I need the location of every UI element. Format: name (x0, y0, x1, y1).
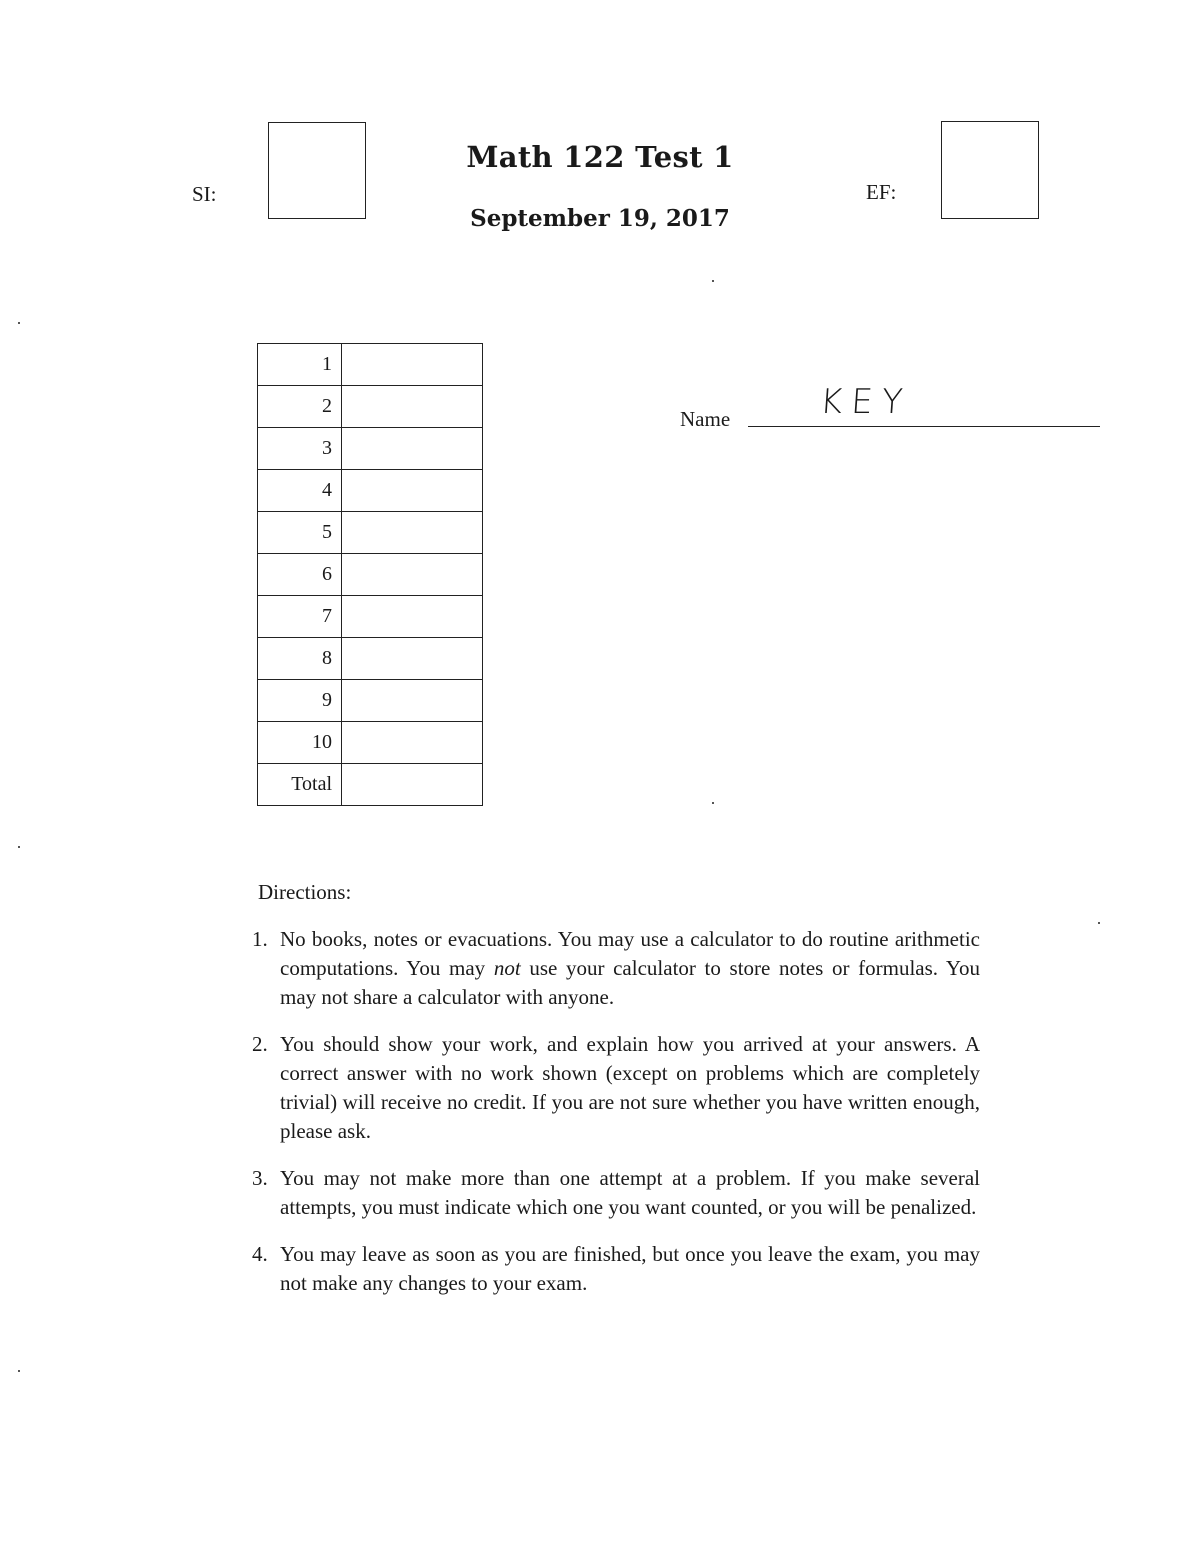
table-row (258, 386, 483, 428)
table-row (258, 344, 483, 386)
scan-speck (1098, 922, 1100, 924)
score-cell[interactable] (342, 638, 483, 680)
directions-list (252, 925, 980, 1316)
exam-title: Math 122 Test 1 (466, 140, 734, 174)
ef-label: EF: (866, 180, 897, 204)
item-text: You may leave as soon as you are finished, but once you leave the exam, you may not make any changes to your exam. (280, 1242, 980, 1295)
scan-speck (18, 1370, 20, 1372)
score-cell[interactable] (342, 680, 483, 722)
scan-speck (712, 802, 714, 804)
item-number: 3. (252, 1166, 268, 1190)
si-score-box[interactable] (268, 122, 366, 219)
exam-date-wrapper (380, 205, 820, 232)
si-label: SI: (192, 182, 217, 206)
exam-date: September 19, 2017 (470, 205, 730, 232)
table-row (258, 638, 483, 680)
problem-number: 3 (258, 428, 342, 470)
problem-number: 4 (258, 470, 342, 512)
table-row (258, 680, 483, 722)
score-cell[interactable] (342, 512, 483, 554)
score-cell[interactable] (342, 386, 483, 428)
table-row (258, 428, 483, 470)
list-item (252, 1030, 980, 1146)
total-label: Total (258, 764, 342, 806)
score-table (257, 343, 483, 806)
problem-number: 5 (258, 512, 342, 554)
name-label: Name (680, 407, 731, 431)
score-cell[interactable] (342, 554, 483, 596)
list-item (252, 1240, 980, 1298)
score-cell[interactable] (342, 428, 483, 470)
scan-speck (18, 846, 20, 848)
problem-number: 6 (258, 554, 342, 596)
item-text: You may not make more than one attempt at a problem. If you make several attempts, you must indicate which one you want counted, or you will be penalized. (280, 1166, 980, 1219)
scan-speck (712, 280, 714, 282)
score-cell[interactable] (342, 344, 483, 386)
problem-number: 8 (258, 638, 342, 680)
directions-heading: Directions: (258, 880, 352, 904)
table-row (258, 554, 483, 596)
item-text-part: use your calculator to store notes or formulas. You may not share a calculator with anyone. (280, 956, 980, 1009)
table-row (258, 596, 483, 638)
table-row (258, 512, 483, 554)
table-row (258, 722, 483, 764)
problem-number: 9 (258, 680, 342, 722)
item-text-part: No books, notes or evacuations. You may use a calculator to do routine arithmetic computations. You may (280, 927, 980, 980)
item-text (280, 927, 980, 1009)
problem-number: 10 (258, 722, 342, 764)
problem-number: 2 (258, 386, 342, 428)
score-cell[interactable] (342, 596, 483, 638)
total-score-cell[interactable] (342, 764, 483, 806)
scan-speck (18, 322, 20, 324)
ef-score-box[interactable] (941, 121, 1039, 219)
name-value: KEY (818, 382, 913, 422)
item-number: 2. (252, 1032, 268, 1056)
score-cell[interactable] (342, 722, 483, 764)
item-number: 1. (252, 927, 268, 951)
score-cell[interactable] (342, 470, 483, 512)
problem-number: 1 (258, 344, 342, 386)
table-row (258, 470, 483, 512)
problem-number: 7 (258, 596, 342, 638)
item-number: 4. (252, 1242, 268, 1266)
list-item (252, 1164, 980, 1222)
table-row-total (258, 764, 483, 806)
exam-header (380, 140, 820, 174)
name-field[interactable] (748, 404, 1100, 427)
emphasis-text: not (493, 956, 521, 980)
list-item (252, 925, 980, 1012)
item-text: You should show your work, and explain how you arrived at your answers. A correct answer with no work shown (except on problems which are completely trivial) will receive no credit. If you are not sure whether you have written enough, please ask. (280, 1032, 980, 1143)
